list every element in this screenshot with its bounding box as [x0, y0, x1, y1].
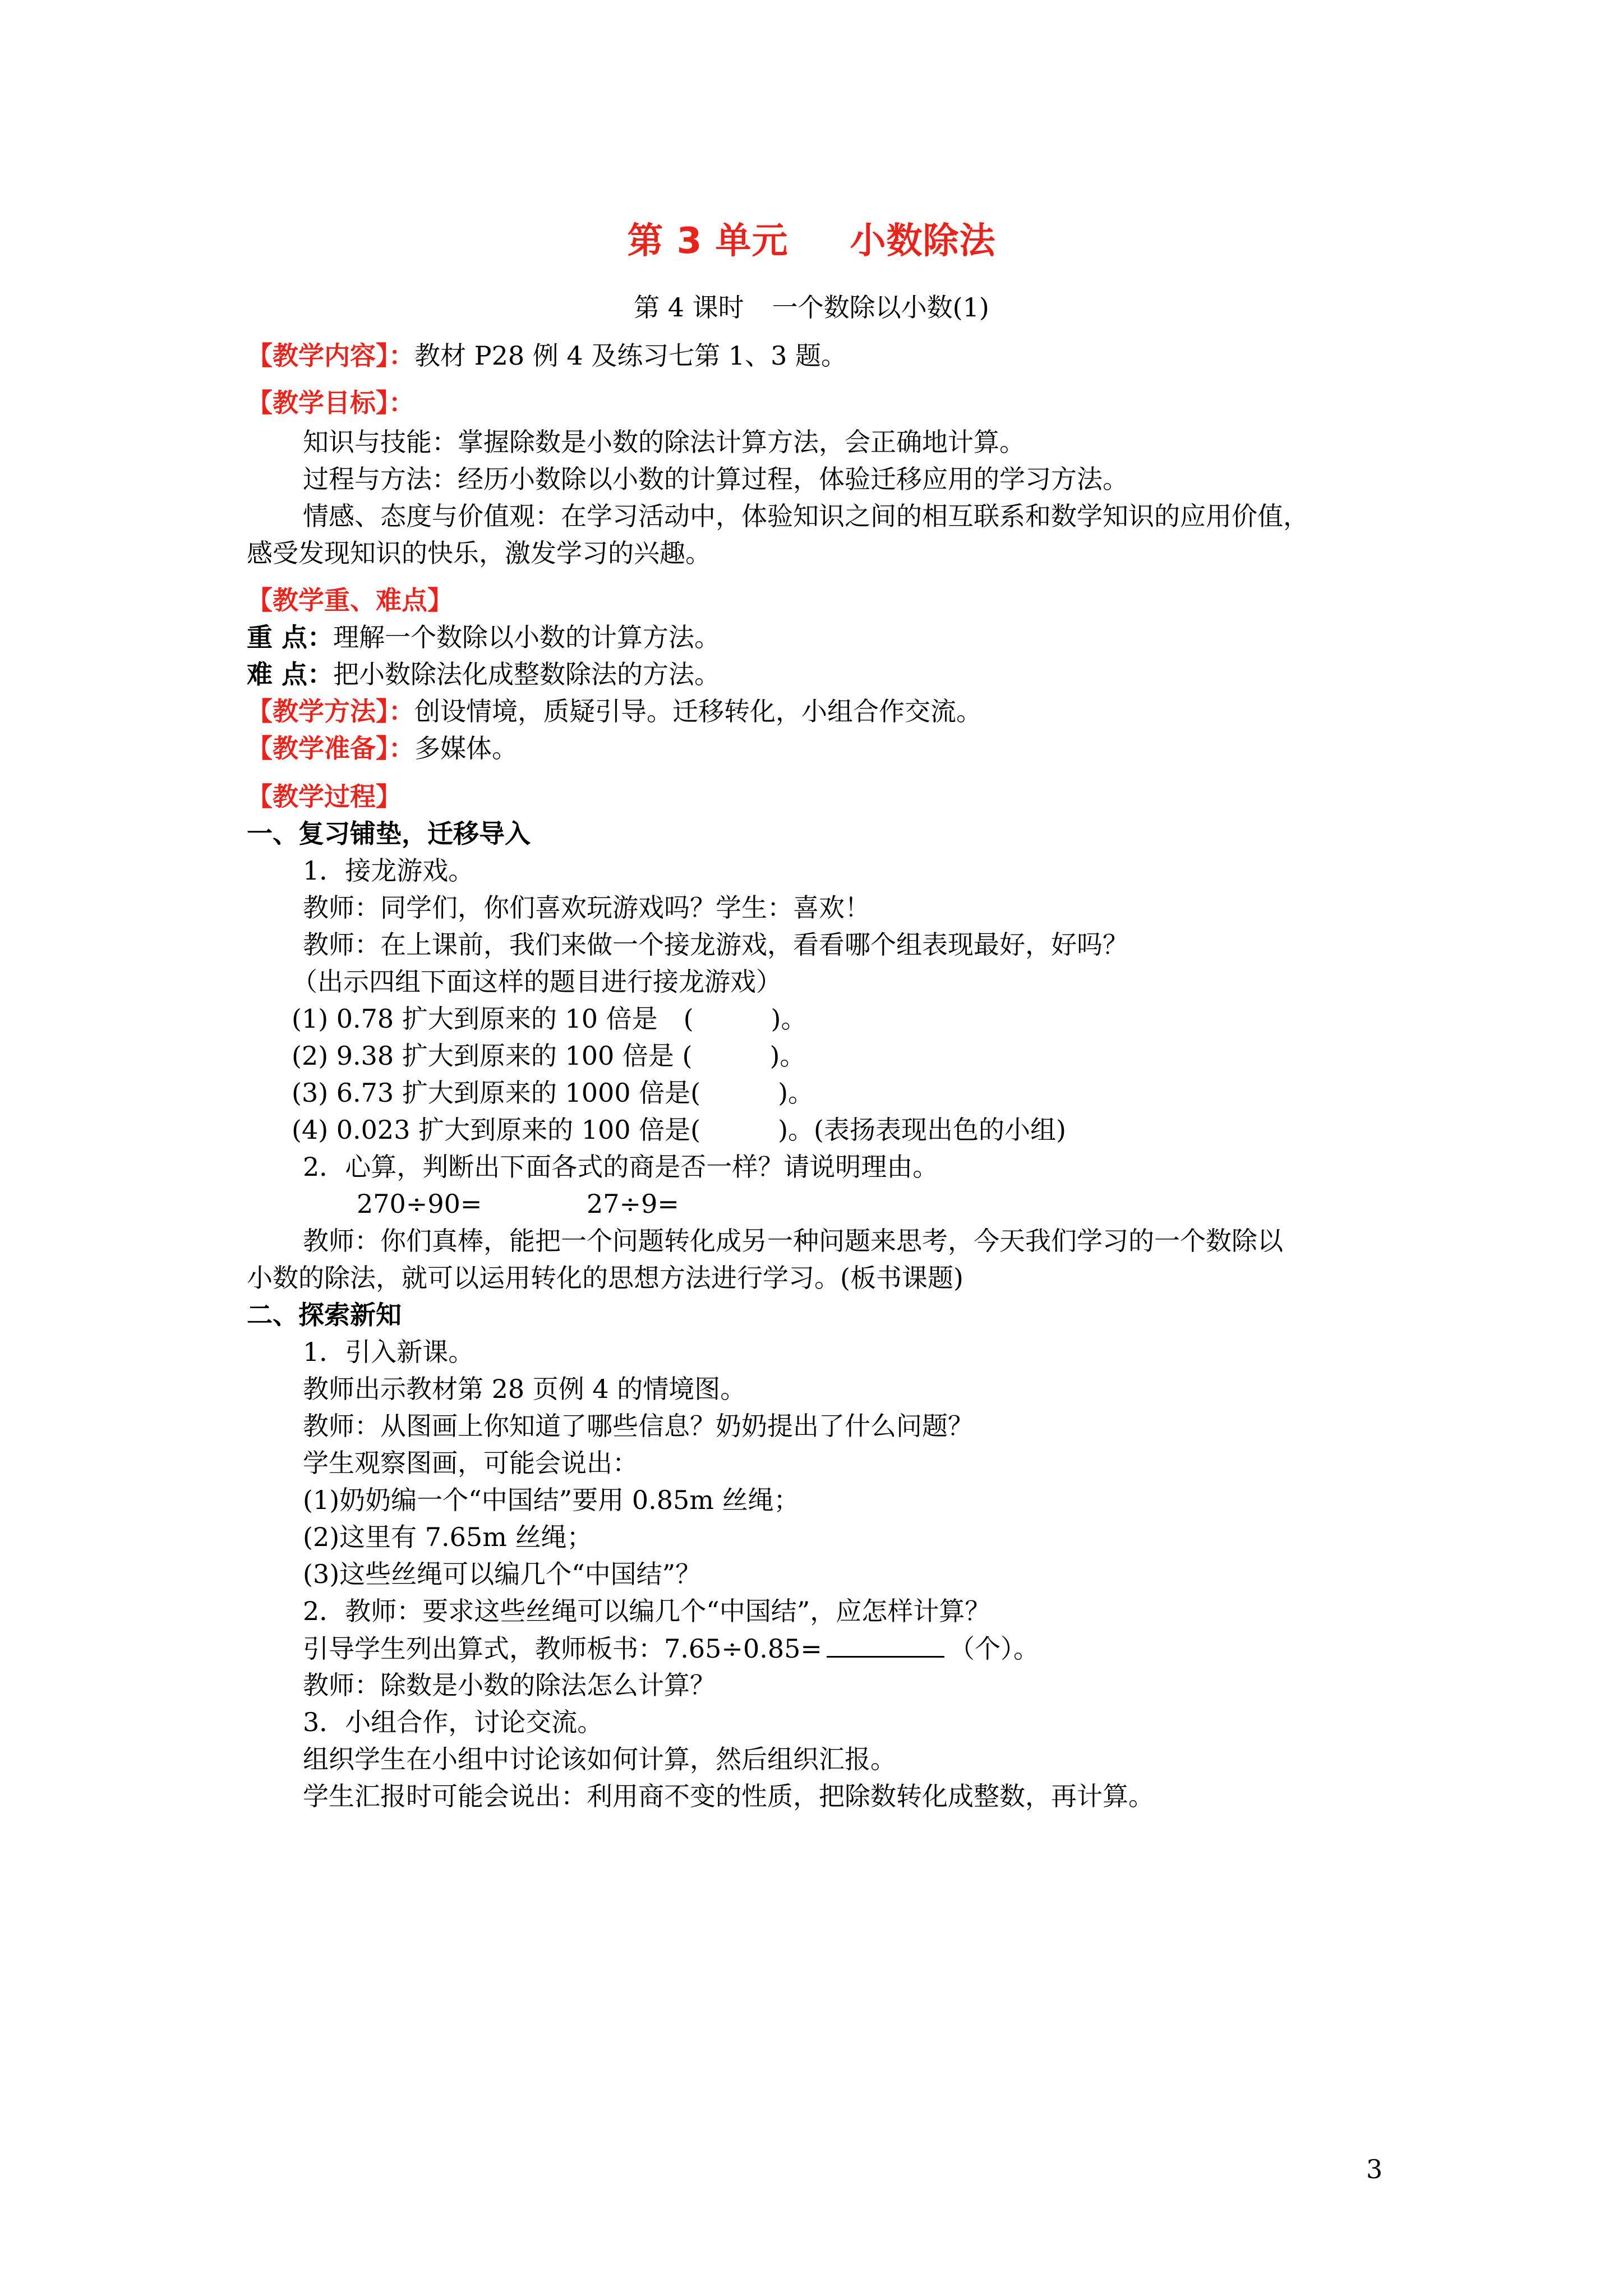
difficulty-line	[247, 657, 720, 691]
section1-line-2: 教师：同学们，你们喜欢玩游戏吗？学生：喜欢！	[303, 892, 870, 923]
section1-line-7: 小数的除法，就可以运用转化的思想方法进行学习。(板书课题)	[247, 1263, 963, 1293]
section2-line-8: 2．教师：要求这些丝绳可以编几个“中国结”，应怎样计算？	[303, 1596, 991, 1626]
lesson-name: 一个数除以小数(1)	[772, 292, 989, 323]
goal-emotion-1: 情感、态度与价值观：在学习活动中，体验知识之间的相互联系和数学知识的应用价值，	[303, 501, 1309, 531]
section1-line-5: 2．心算，判断出下面各式的商是否一样？请说明理由。	[303, 1152, 939, 1182]
section1-heading: 一、复习铺垫，迁移导入	[247, 818, 531, 849]
key-point-text: 理解一个数除以小数的计算方法。	[333, 622, 721, 652]
question-3: (3) 6.73 扩大到原来的 1000 倍是( )。	[292, 1078, 814, 1108]
process-label: 【教学过程】	[247, 781, 402, 812]
section2-line-1: 1．引入新课。	[303, 1337, 474, 1367]
goals-label: 【教学目标】：	[247, 388, 414, 418]
section2-line-13: 学生汇报时可能会说出：利用商不变的性质，把除数转化成整数，再计算。	[303, 1781, 1154, 1811]
mental-calc-a: 270÷90=	[357, 1189, 482, 1219]
difficulty-text: 把小数除法化成整数除法的方法。	[333, 659, 721, 689]
mental-calc-b: 27÷9=	[587, 1189, 679, 1219]
unit-text: （个）。	[948, 1634, 1039, 1664]
unit-name: 小数除法	[850, 220, 996, 262]
content-label: 【教学内容】：	[247, 341, 414, 371]
section2-heading: 二、探索新知	[247, 1300, 402, 1330]
section1-line-4: （出示四组下面这样的题目进行接龙游戏）	[292, 967, 782, 997]
prep-line	[247, 731, 518, 765]
section2-line-9	[303, 1631, 1039, 1665]
section2-line-4: 学生观察图画，可能会说出：	[303, 1448, 638, 1478]
method-text: 创设情境，质疑引导。迁移转化，小组合作交流。	[414, 696, 982, 726]
section2-line-7: (3)这些丝绳可以编几个“中国结”？	[303, 1559, 702, 1589]
section1-line-3: 教师：在上课前，我们来做一个接龙游戏，看看哪个组表现最好，好吗？	[303, 930, 1128, 960]
page-number: 3	[1366, 2154, 1383, 2184]
prep-text: 多媒体。	[414, 733, 518, 763]
keypoints-label: 【教学重、难点】	[247, 585, 453, 615]
section2-line-2: 教师出示教材第 28 页例 4 的情境图。	[303, 1374, 746, 1404]
content-text: 教材 P28 例 4 及练习七第 1、3 题。	[414, 341, 847, 371]
key-point-line	[247, 620, 720, 654]
question-4: (4) 0.023 扩大到原来的 100 倍是( )。(表扬表现出色的小组)	[292, 1115, 1066, 1145]
unit-title	[0, 212, 1623, 264]
content-line	[247, 339, 847, 372]
section2-line-3: 教师：从图画上你知道了哪些信息？奶奶提出了什么问题？	[303, 1411, 974, 1441]
section2-line-12: 组织学生在小组中讨论该如何计算，然后组织汇报。	[303, 1744, 896, 1774]
section2-line-11: 3．小组合作，讨论交流。	[303, 1707, 603, 1737]
method-line	[247, 694, 982, 728]
goal-knowledge: 知识与技能：掌握除数是小数的除法计算方法，会正确地计算。	[303, 427, 1025, 457]
section1-line-6: 教师：你们真棒，能把一个问题转化成另一种问题来思考，今天我们学习的一个数除以	[303, 1226, 1283, 1256]
prep-label: 【教学准备】：	[247, 733, 414, 763]
method-label: 【教学方法】：	[247, 696, 414, 726]
section2-line-10: 教师：除数是小数的除法怎么计算？	[303, 1670, 716, 1700]
lesson-number: 第 4 课时	[634, 292, 744, 323]
unit-number: 第 3 单元	[627, 220, 789, 262]
section2-line-5: (1)奶奶编一个“中国结”要用 0.85m 丝绳；	[303, 1485, 800, 1515]
question-1: (1) 0.78 扩大到原来的 10 倍是 ( )。	[292, 1004, 807, 1034]
answer-blank	[827, 1631, 944, 1658]
goal-process: 过程与方法：经历小数除以小数的计算过程，体验迁移应用的学习方法。	[303, 464, 1128, 494]
difficulty-label: 难 点：	[247, 659, 334, 689]
question-2: (2) 9.38 扩大到原来的 100 倍是 ( )。	[292, 1041, 806, 1071]
goal-emotion-2: 感受发现知识的快乐，激发学习的兴趣。	[247, 538, 711, 568]
lesson-subtitle	[0, 287, 1623, 324]
section2-line-6: (2)这里有 7.65m 丝绳；	[303, 1522, 593, 1552]
section1-line-1: 1．接龙游戏。	[303, 855, 474, 886]
key-point-label: 重 点：	[247, 622, 334, 652]
equation-text: 引导学生列出算式，教师板书：7.65÷0.85=	[303, 1634, 822, 1664]
